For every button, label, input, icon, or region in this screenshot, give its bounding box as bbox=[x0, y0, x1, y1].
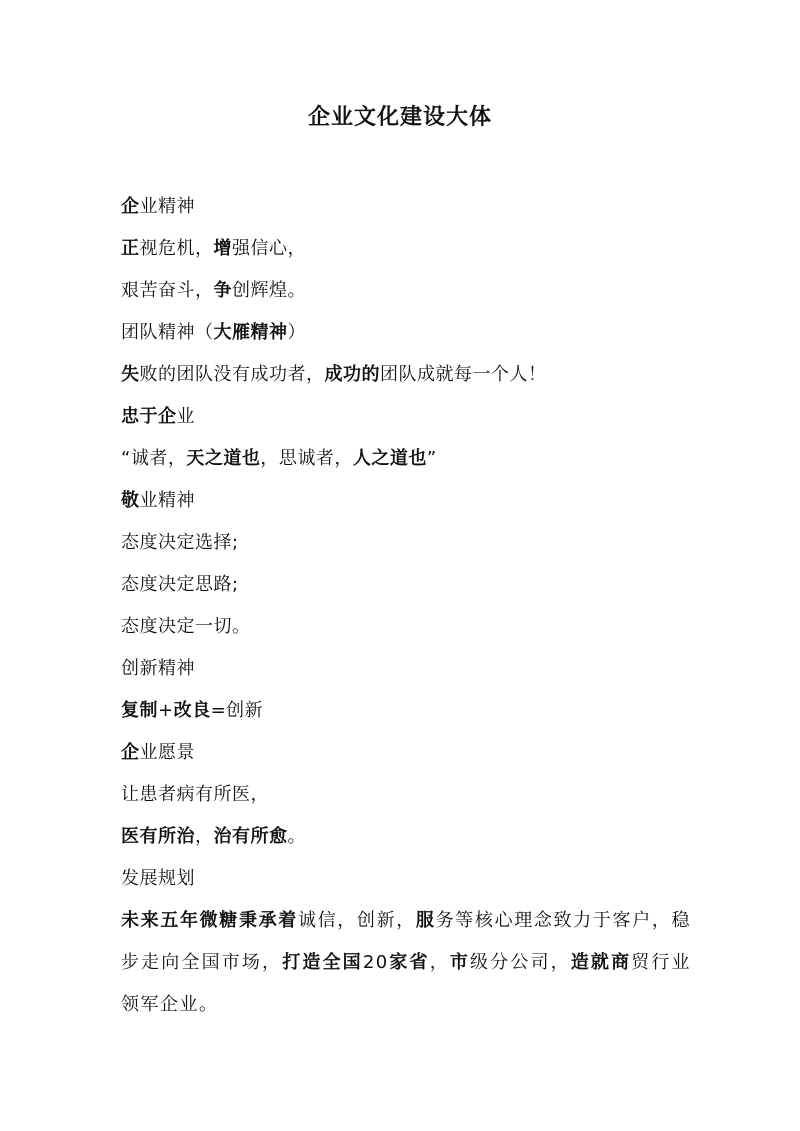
text-segment: ， bbox=[195, 826, 214, 847]
text-segment: 让患者病有所医， bbox=[121, 784, 269, 805]
text-segment: 诚信，创新， bbox=[297, 910, 416, 931]
text-segment: 创新精神 bbox=[121, 658, 195, 679]
bold-text-segment: 企 bbox=[121, 196, 140, 217]
text-segment: ， bbox=[429, 952, 450, 973]
text-lines bbox=[121, 186, 691, 900]
bold-text-segment: 天之道也 bbox=[186, 448, 261, 469]
bold-text-segment: 服 bbox=[415, 910, 436, 931]
line-dedication-2 bbox=[121, 564, 691, 606]
line-heading-vision bbox=[121, 732, 691, 774]
line-vision-1 bbox=[121, 774, 691, 816]
development-plan-paragraph bbox=[121, 900, 691, 1026]
text-segment: 败的团队没有成功者， bbox=[139, 364, 325, 385]
bold-text-segment: 改良 bbox=[173, 700, 211, 721]
line-heading-team bbox=[121, 312, 691, 354]
line-spirit-2 bbox=[121, 270, 691, 312]
document-body bbox=[121, 186, 691, 1026]
bold-text-segment: 大雁精神 bbox=[213, 322, 288, 343]
text-segment: 团队精神（ bbox=[121, 322, 214, 343]
text-segment: 。 bbox=[287, 826, 306, 847]
text-segment: 业精神 bbox=[139, 490, 195, 511]
text-segment: 20 bbox=[362, 952, 389, 973]
bold-text-segment: 打造全国 bbox=[282, 952, 363, 973]
text-segment: =创新 bbox=[210, 700, 264, 721]
bold-text-segment: 忠于企 bbox=[121, 406, 177, 427]
bold-text-segment: 复制 bbox=[121, 700, 158, 721]
line-spirit-1 bbox=[121, 228, 691, 270]
text-segment: “诚者， bbox=[121, 448, 187, 469]
text-segment: ” bbox=[426, 448, 437, 469]
bold-text-segment: 市 bbox=[449, 952, 471, 973]
text-segment: 发展规划 bbox=[121, 868, 195, 889]
text-segment: 团队成就每一个人！ bbox=[380, 364, 547, 385]
line-loyalty-1 bbox=[121, 438, 691, 480]
bold-text-segment: 人之道也 bbox=[352, 448, 427, 469]
bold-text-segment: 争 bbox=[213, 280, 232, 301]
text-segment: 艰苦奋斗， bbox=[121, 280, 214, 301]
bold-text-segment: 增 bbox=[213, 238, 232, 259]
line-heading-loyalty bbox=[121, 396, 691, 438]
text-segment: 贸行业领军企业。 bbox=[121, 952, 692, 1015]
text-segment: 视危机， bbox=[139, 238, 214, 259]
text-segment: 态度决定思路; bbox=[121, 574, 239, 595]
bold-text-segment: 医有所治 bbox=[121, 826, 195, 847]
text-segment: ，思诚者， bbox=[260, 448, 353, 469]
text-segment: 业精神 bbox=[139, 196, 195, 217]
line-team-1 bbox=[121, 354, 691, 396]
line-heading-dedication bbox=[121, 480, 691, 522]
text-segment: 强信心， bbox=[232, 238, 306, 259]
line-vision-2 bbox=[121, 816, 691, 858]
bold-text-segment: 造就商 bbox=[570, 952, 632, 973]
bold-text-segment: 家省 bbox=[388, 952, 430, 973]
text-segment: 级分公司， bbox=[470, 952, 571, 973]
line-dedication-1 bbox=[121, 522, 691, 564]
line-heading-innovation bbox=[121, 648, 691, 690]
text-segment: 态度决定一切。 bbox=[121, 616, 251, 637]
line-heading-spirit bbox=[121, 186, 691, 228]
bold-text-segment: 治有所愈 bbox=[213, 826, 288, 847]
text-segment: 务等核心理念致力于客户，稳步走向全国市场， bbox=[121, 910, 692, 973]
text-segment: ） bbox=[287, 322, 306, 343]
text-segment: + bbox=[158, 700, 174, 721]
line-heading-plan bbox=[121, 858, 691, 900]
line-dedication-3 bbox=[121, 606, 691, 648]
document-title: 企业文化建设大体 bbox=[307, 105, 492, 130]
bold-text-segment: 失 bbox=[121, 364, 140, 385]
text-segment: 业 bbox=[176, 406, 195, 427]
bold-text-segment: 成功的 bbox=[324, 364, 380, 385]
line-innovation-1 bbox=[121, 690, 691, 732]
bold-text-segment: 正 bbox=[121, 238, 140, 259]
text-segment: 业愿景 bbox=[139, 742, 195, 763]
bold-text-segment: 敬 bbox=[121, 490, 140, 511]
bold-text-segment: 未来五年微糖秉承着 bbox=[121, 910, 298, 931]
text-segment: 创辉煌。 bbox=[232, 280, 306, 301]
bold-text-segment: 企 bbox=[121, 742, 140, 763]
text-segment: 态度决定选择; bbox=[121, 532, 239, 553]
